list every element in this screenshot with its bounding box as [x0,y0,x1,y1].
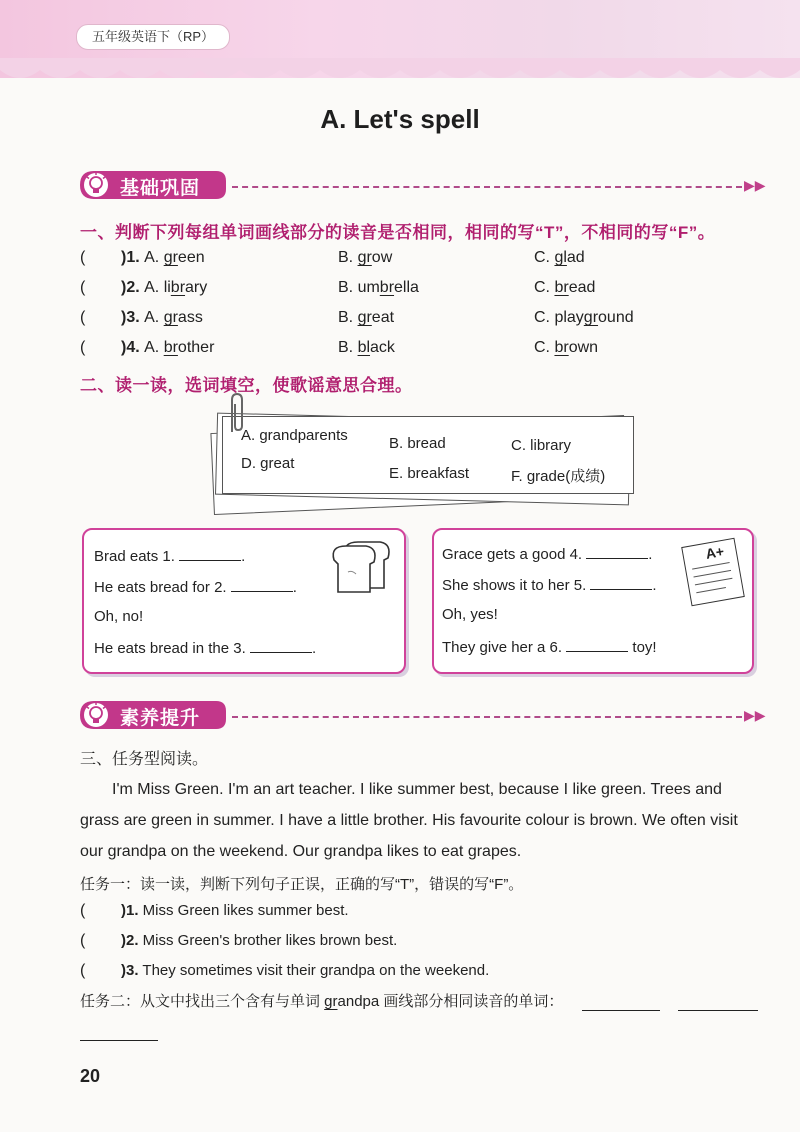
option-a: )4. A. brother [121,339,215,356]
task1-statement: )3. They sometimes visit their grandpa on the weekend. [121,962,490,979]
double-arrow-icon: ▶▶ [744,177,766,193]
option-b: B. grow [338,249,393,266]
option-word: B. bread [389,435,446,452]
section-badge-improve [78,699,228,731]
test-paper-icon [681,538,745,606]
question-number: )1. [121,249,145,266]
dashed-divider [232,186,742,188]
double-arrow-icon: ▶▶ [744,707,766,723]
answer-paren[interactable]: ( [80,279,86,296]
chant-line: They give her a 6. toy! [442,639,657,656]
page-title: A. Let's spell [320,104,480,134]
question-number: )4. [121,339,145,356]
lightbulb-icon [83,172,109,198]
answer-paren[interactable]: ( [80,962,86,979]
option-c: C. glad [534,249,585,266]
option-a: )1. A. green [121,249,205,266]
task1-title: 任务一：读一读，判断下列句子正误，正确的写“T”，错误的写“F”。 [80,876,524,893]
section-label: 素养提升 [120,708,201,729]
option-a: )3. A. grass [121,309,203,326]
option-word: F. grade(成绩) [511,468,606,485]
option-b: B. umbrella [338,279,419,296]
option-c: C. playground [534,309,634,326]
lightbulb-icon [83,702,109,728]
option-b: B. great [338,309,395,326]
chant-line: He eats bread for 2. . [94,579,297,596]
chant-line: She shows it to her 5. . [442,577,657,594]
answer-paren[interactable]: ( [80,902,86,919]
chant-box-left [82,528,406,674]
chant-line: Grace gets a good 4. . [442,546,653,563]
paperclip-icon [226,392,246,436]
answer-blank[interactable] [80,1026,158,1041]
chant-line: Brad eats 1. . [94,548,246,565]
answer-blank[interactable] [582,996,660,1011]
bread-icon [328,536,394,594]
option-c: C. brown [534,339,599,356]
answer-blank[interactable] [678,996,758,1011]
underlined-letters: gr [324,993,338,1010]
chant-box-right [432,528,754,674]
task1-statement: )2. Miss Green's brother likes brown best. [121,932,398,949]
option-word: C. library [511,437,572,454]
question-title: 一、判断下列每组单词画线部分的读音是否相同，相同的写“T”，不相同的写“F”。 [80,223,716,242]
chant-line: He eats bread in the 3. . [94,640,317,657]
question-number: )3. [121,309,145,326]
option-c: C. bread [534,279,596,296]
question-title: 三、任务型阅读。 [80,751,209,768]
grade-tag: 五年级英语下（RP） [76,24,230,50]
option-word: A. grandparents [241,427,348,444]
answer-paren[interactable]: ( [80,249,86,266]
section-label: 基础巩固 [120,178,201,199]
question-title: 二、读一读，选词填空，使歌谣意思合理。 [80,376,413,395]
header-wave-decoration [0,58,800,88]
chant-line: Oh, yes! [442,606,498,623]
answer-paren[interactable]: ( [80,309,86,326]
chant-line: Oh, no! [94,608,144,625]
option-word: D. great [241,455,295,472]
page-number: 20 [80,1066,101,1086]
reading-passage: I'm Miss Green. I'm an art teacher. I like summer best, because I like green. Trees and grass are green in summer. I have a little brother. His favourite colour is brown. We often visit our grandpa on the weekend. Our grandpa likes to eat grapes. [80,781,738,860]
word-options-card [222,416,634,494]
grade-mark: A+ [704,542,726,562]
answer-paren[interactable]: ( [80,932,86,949]
option-a: )2. A. library [121,279,208,296]
question-number: )2. [121,279,145,296]
answer-paren[interactable]: ( [80,339,86,356]
task2-prompt: 任务二：从文中找出三个含有与单词 grandpa 画线部分相同读音的单词： [80,993,564,1010]
task1-statement: )1. Miss Green likes summer best. [121,902,349,919]
section-badge-basic [78,169,228,201]
option-b: B. black [338,339,395,356]
dashed-divider [232,716,742,718]
option-word: E. breakfast [389,465,470,482]
